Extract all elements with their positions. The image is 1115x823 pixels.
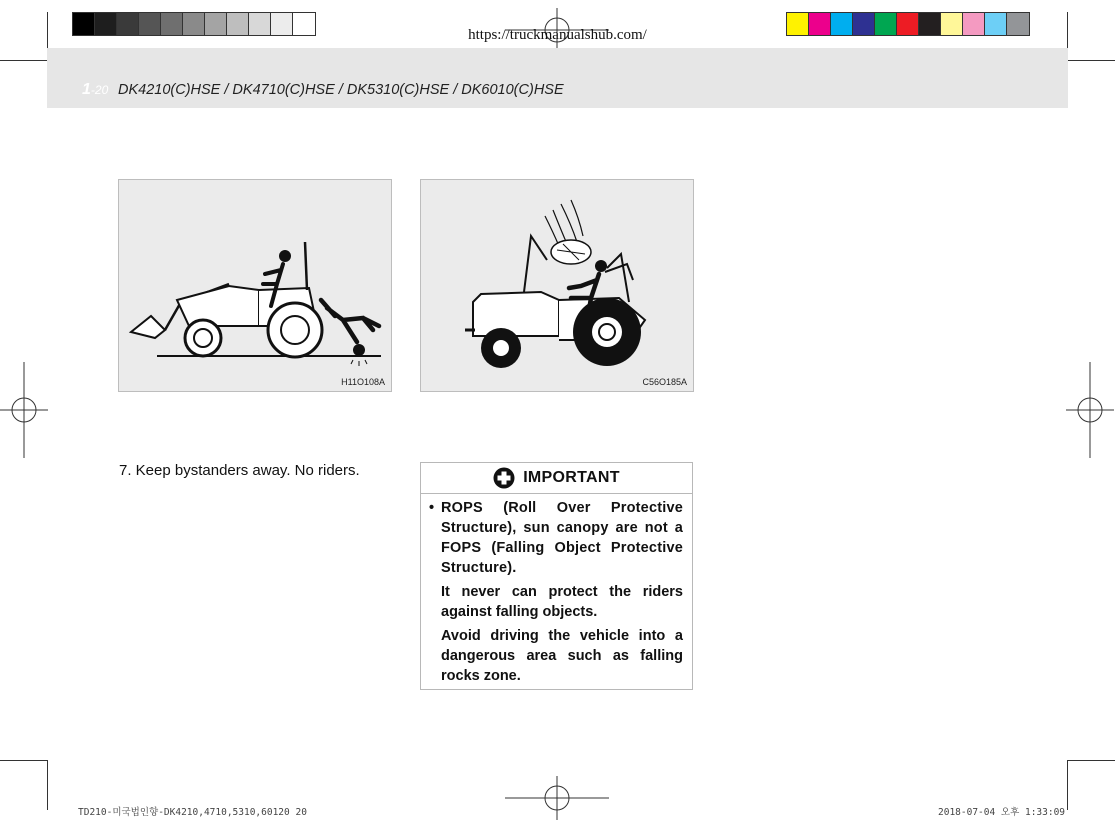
figure-code: C56O185A	[642, 377, 687, 387]
registration-target-left	[0, 362, 48, 458]
figure-code: H11O108A	[341, 377, 385, 387]
registration-target-bottom	[505, 776, 609, 820]
page-number: 1-20	[82, 81, 109, 98]
important-notice	[420, 462, 693, 690]
registration-target-right	[1066, 362, 1114, 458]
plus-circle-icon	[493, 467, 515, 489]
footer-timestamp: 2018-07-04 오후 1:33:09	[938, 807, 1066, 818]
footer-file-info: TD210-미국법인향-DK4210,4710,5310,60120 20	[78, 807, 307, 818]
notice-header	[421, 463, 692, 494]
tractor-falling-object-illustration	[421, 180, 693, 391]
notice-paragraph: ROPS (Roll Over Protective Structure), sun canopy are not a FOPS (Falling Object Protective Structure).	[441, 500, 683, 576]
source-url[interactable]: https://truckmanualshub.com/	[468, 27, 647, 43]
figure-bystander	[118, 179, 392, 392]
figure-falling-object	[420, 179, 694, 392]
page-header-band	[47, 48, 1068, 108]
notice-paragraph: It never can protect the riders against falling objects.	[441, 584, 683, 620]
bullet-marker: •	[429, 500, 435, 516]
notice-title: IMPORTANT	[523, 469, 620, 486]
notice-paragraph: Avoid driving the vehicle into a dangerous area such as falling rocks zone.	[441, 628, 683, 684]
tractor-loader-bystander-illustration	[119, 180, 391, 391]
instruction-text: 7. Keep bystanders away. No riders.	[119, 462, 360, 479]
notice-body	[421, 494, 692, 686]
model-title: DK4210(C)HSE / DK4710(C)HSE / DK5310(C)HSE / DK6010(C)HSE	[118, 82, 564, 98]
